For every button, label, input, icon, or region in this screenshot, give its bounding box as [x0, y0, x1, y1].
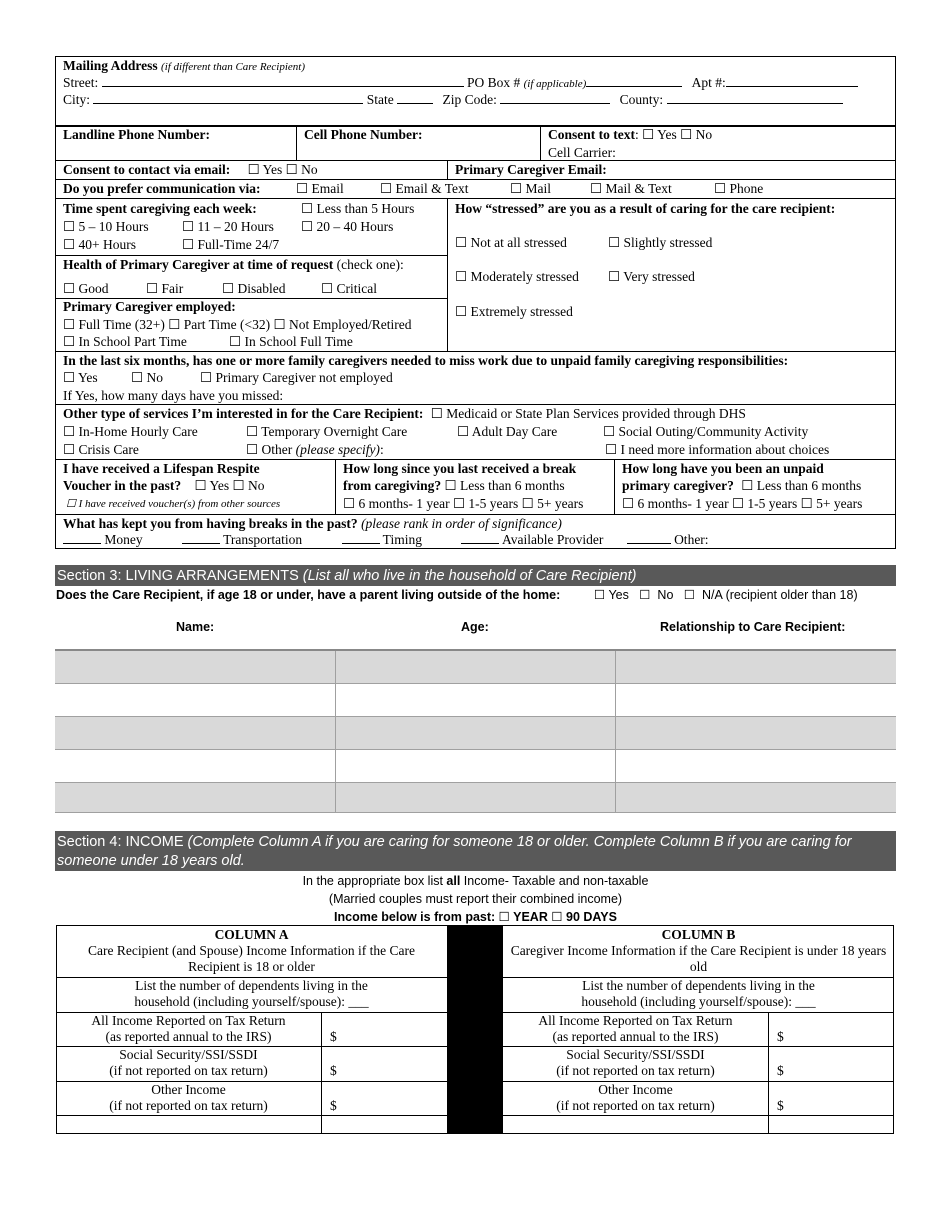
colB-ss-line2: (if not reported on tax return)	[556, 1063, 715, 1078]
colB-other-line2: (if not reported on tax return)	[556, 1098, 715, 1113]
colB-dependents[interactable]: List the number of dependents living in the household (including yourself/spouse): ___	[581, 978, 816, 1009]
section3-title-note: (List all who live in the household of Care Recipient)	[302, 568, 637, 584]
household-row[interactable]	[55, 783, 896, 813]
colB-header	[503, 927, 894, 975]
voucher-label-1: I have received a Lifespan Respite	[63, 461, 260, 476]
pobox-note: (if applicable)	[523, 78, 587, 90]
stress-opt-none[interactable]: ☐ Not at all stressed	[455, 235, 567, 250]
colA-header	[56, 927, 447, 975]
break-since-label-1: How long since you last received a break	[343, 461, 577, 476]
colA-desc: Care Recipient (and Spouse) Income Information if the Care Recipient is 18 or older	[88, 943, 415, 974]
rank-money-field[interactable]	[63, 532, 101, 544]
voucher-line-2	[55, 477, 265, 495]
colA-dependents[interactable]: List the number of dependents living in the household (including yourself/spouse): ___	[134, 978, 369, 1009]
stress-opt-very[interactable]: ☐ Very stressed	[608, 269, 695, 284]
services-more-info[interactable]: ☐ I need more information about choices	[605, 442, 830, 457]
comm-mail[interactable]: ☐ Mail	[510, 181, 551, 196]
comm-email-text[interactable]: ☐ Email & Text	[380, 181, 469, 196]
col-age-header: Age:	[461, 620, 489, 634]
health-note: (check one):	[333, 257, 404, 272]
time-opt-40plus[interactable]: ☐ 40+ Hours	[63, 237, 136, 252]
rank-provider: Available Provider	[501, 532, 604, 547]
time-opt-11-20[interactable]: ☐ 11 – 20 Hours	[182, 219, 274, 234]
section4-title: Section 4: INCOME	[57, 834, 188, 850]
services-other-colon: :	[379, 442, 384, 457]
instr-line-3[interactable]: Income below is from past: ☐ YEAR ☐ 90 DAYS	[334, 910, 617, 924]
colB-tax-line2: (as reported annual to the IRS)	[552, 1029, 719, 1044]
services-crisis[interactable]: ☐ Crisis Care	[63, 442, 139, 457]
col-relationship-header: Relationship to Care Recipient:	[660, 620, 846, 634]
colB-ss-dollar[interactable]: $	[777, 1063, 784, 1078]
city-line	[55, 91, 843, 109]
time-opt-5-10[interactable]: ☐ 5 – 10 Hours	[63, 219, 149, 234]
rank-transport: Transportation	[223, 532, 303, 547]
breaks-kept-label: What has kept you from having breaks in the past?	[63, 516, 358, 531]
apt-label: Apt #:	[691, 75, 726, 90]
rank-transport-field[interactable]	[182, 532, 220, 544]
city-label: City:	[63, 92, 91, 107]
services-other-note: (please specify)	[295, 442, 380, 457]
instr-line-2: (Married couples must report their combined income)	[328, 892, 623, 906]
colA-income-other	[56, 1082, 321, 1114]
colA-tax-dollar[interactable]: $	[330, 1029, 337, 1044]
services-inhome[interactable]: ☐ In-Home Hourly Care	[63, 424, 198, 439]
services-overnight[interactable]: ☐ Temporary Overnight Care	[246, 424, 408, 439]
income-divider-black	[447, 925, 503, 1134]
consent-text-line	[540, 126, 712, 144]
colA-other-line2: (if not reported on tax return)	[109, 1098, 268, 1113]
colB-income-other	[503, 1082, 768, 1114]
missed-days-label: If Yes, how many days have you missed:	[63, 388, 284, 403]
street-label: Street:	[63, 75, 99, 90]
colA-ss-line1: Social Security/SSI/SSDI	[119, 1047, 258, 1062]
colA-tax-line2: (as reported annual to the IRS)	[105, 1029, 272, 1044]
comm-phone[interactable]: ☐ Phone	[714, 181, 764, 196]
state-field[interactable]	[397, 92, 433, 104]
colA-other-line1: Other Income	[151, 1082, 226, 1097]
colA-income-tax	[56, 1013, 321, 1045]
parent-question: Does the Care Recipient, if age 18 or under, have a parent living outside of the home:	[56, 588, 561, 602]
rank-other-field[interactable]	[627, 532, 671, 544]
rank-other: Other:	[674, 532, 709, 547]
colB-tax-line1: All Income Reported on Tax Return	[538, 1013, 733, 1028]
household-grid	[55, 649, 896, 813]
mailing-title: Mailing Address	[63, 58, 158, 73]
voucher-label-2: Voucher in the past?	[63, 478, 182, 493]
unpaid-options[interactable]: ☐ 6 months- 1 year ☐ 1-5 years ☐ 5+ years	[622, 496, 863, 511]
colA-tax-line1: All Income Reported on Tax Return	[91, 1013, 286, 1028]
state-label: State	[366, 92, 394, 107]
rank-timing-field[interactable]	[342, 532, 380, 544]
consent-email-line	[55, 161, 318, 179]
colB-income-tax	[503, 1013, 768, 1045]
health-good[interactable]: ☐ Good	[63, 281, 109, 296]
employed-label: Primary Caregiver employed:	[63, 299, 236, 314]
instr-1b: all	[446, 874, 461, 888]
break-since-less6[interactable]: ☐ Less than 6 months	[444, 478, 565, 493]
landline-label: Landline Phone Number:	[63, 127, 211, 142]
break-since-label-2: from caregiving?	[343, 478, 442, 493]
consent-text-label: Consent to text	[548, 127, 635, 142]
services-label: Other type of services I’m interested in for the Care Recipient:	[63, 406, 424, 421]
col-name-header: Name:	[176, 620, 215, 634]
unpaid-line-2	[614, 477, 861, 495]
section4-header	[55, 831, 896, 871]
colA-other-dollar[interactable]: $	[330, 1098, 337, 1113]
household-row[interactable]	[55, 684, 896, 717]
colA-ss-dollar[interactable]: $	[330, 1063, 337, 1078]
zip-field[interactable]	[500, 92, 610, 104]
health-line	[55, 256, 404, 274]
missed-work-not-employed[interactable]: ☐ Primary Caregiver not employed	[200, 370, 393, 385]
county-label: County:	[619, 92, 664, 107]
colB-ss-line1: Social Security/SSI/SSDI	[566, 1047, 705, 1062]
colA-ss-line2: (if not reported on tax return)	[109, 1063, 268, 1078]
comm-mail-text[interactable]: ☐ Mail & Text	[590, 181, 672, 196]
missed-work-question: In the last six months, has one or more family caregivers needed to miss work due to unpaid family caregiving responsibilities:	[63, 353, 789, 368]
time-spent-label: Time spent caregiving each week:	[63, 201, 257, 216]
instr-1c: Income- Taxable and non-taxable	[460, 874, 649, 888]
time-opt-less5[interactable]: ☐ Less than 5 Hours	[301, 201, 415, 216]
rank-money: Money	[104, 532, 143, 547]
time-opt-fulltime[interactable]: ☐ Full-Time 24/7	[182, 237, 280, 252]
services-other-line	[238, 441, 384, 459]
zip-label: Zip Code:	[442, 92, 497, 107]
unpaid-label-1: How long have you been an unpaid	[622, 461, 824, 476]
colB-other-dollar[interactable]: $	[777, 1098, 784, 1113]
time-opt-20-40[interactable]: ☐ 20 – 40 Hours	[301, 219, 394, 234]
colB-title: COLUMN B	[661, 927, 736, 942]
colB-other-line1: Other Income	[598, 1082, 673, 1097]
rank-timing: Timing	[382, 532, 422, 547]
parent-options[interactable]: ☐ Yes ☐ No ☐ N/A (recipient older than 18)	[594, 588, 858, 602]
section4-title-note: (Complete Column A if you are caring for someone 18 or older. Complete Column B if you are caring for someone under 18 years old.	[57, 834, 852, 869]
consent-text-options[interactable]: : ☐ Yes ☐ No	[635, 127, 713, 142]
voucher-other-sources[interactable]: ☐ I have received voucher(s) from other sources	[66, 498, 281, 510]
breaks-kept-items	[57, 531, 709, 549]
income-instructions	[55, 872, 896, 926]
services-other[interactable]: ☐ Other	[246, 442, 293, 457]
apt-field[interactable]	[726, 75, 858, 87]
section3-header	[55, 565, 896, 586]
break-since-line-2	[335, 477, 565, 495]
health-disabled[interactable]: ☐ Disabled	[222, 281, 286, 296]
stress-opt-moderate[interactable]: ☐ Moderately stressed	[455, 269, 579, 284]
primary-email-label: Primary Caregiver Email:	[455, 162, 607, 177]
missed-work-no[interactable]: ☐ No	[131, 370, 163, 385]
colB-desc: Caregiver Income Information if the Care Recipient is under 18 years old	[510, 943, 887, 974]
colB-tax-dollar[interactable]: $	[777, 1029, 784, 1044]
consent-email-label: Consent to contact via email:	[63, 162, 231, 177]
consent-email-options[interactable]: ☐ Yes ☐ No	[247, 162, 318, 177]
household-row[interactable]	[55, 717, 896, 750]
health-fair[interactable]: ☐ Fair	[146, 281, 184, 296]
break-since-options[interactable]: ☐ 6 months- 1 year ☐ 1-5 years ☐ 5+ years	[343, 496, 584, 511]
voucher-options[interactable]: ☐ Yes ☐ No	[194, 478, 265, 493]
services-line	[55, 405, 746, 423]
household-row[interactable]	[55, 651, 896, 684]
instr-line-1	[55, 872, 896, 890]
stress-label: How “stressed” are you as a result of caring for the care recipient:	[455, 201, 836, 216]
city-field[interactable]	[93, 92, 363, 104]
health-critical[interactable]: ☐ Critical	[321, 281, 377, 296]
colB-income-ss	[503, 1047, 768, 1079]
section3-title: Section 3: LIVING ARRANGEMENTS	[57, 568, 303, 584]
colA-income-ss	[56, 1047, 321, 1079]
employed-options-line1[interactable]: ☐ Full Time (32+) ☐ Part Time (<32) ☐ Not Employed/Retired	[63, 317, 412, 332]
unpaid-less6[interactable]: ☐ Less than 6 months	[741, 478, 862, 493]
pobox-field[interactable]	[586, 75, 682, 87]
cell-phone-label: Cell Phone Number:	[304, 127, 423, 142]
pobox-label: PO Box #	[467, 75, 521, 90]
stress-opt-extreme[interactable]: ☐ Extremely stressed	[455, 304, 573, 319]
rank-provider-field[interactable]	[461, 532, 499, 544]
services-adult-day[interactable]: ☐ Adult Day Care	[457, 424, 558, 439]
colA-title: COLUMN A	[214, 927, 289, 942]
household-row[interactable]	[55, 750, 896, 783]
missed-work-yes[interactable]: ☐ Yes	[63, 370, 98, 385]
comm-email[interactable]: ☐ Email	[296, 181, 344, 196]
county-field[interactable]	[667, 92, 843, 104]
instr-1a: In the appropriate box list	[302, 874, 447, 888]
unpaid-label-2: primary caregiver?	[622, 478, 734, 493]
employed-school-full[interactable]: ☐ In School Full Time	[229, 334, 353, 349]
employed-school-part[interactable]: ☐ In School Part Time	[63, 334, 187, 349]
cell-carrier-label: Cell Carrier:	[548, 145, 616, 160]
breaks-kept-note: (please rank in order of significance)	[357, 516, 562, 531]
health-label: Health of Primary Caregiver at time of request	[63, 257, 334, 272]
services-medicaid[interactable]: ☐ Medicaid or State Plan Services provided through DHS	[430, 406, 746, 421]
services-social[interactable]: ☐ Social Outing/Community Activity	[603, 424, 809, 439]
street-field[interactable]	[102, 75, 464, 87]
stress-opt-slight[interactable]: ☐ Slightly stressed	[608, 235, 713, 250]
mailing-title-note: (if different than Care Recipient)	[161, 61, 306, 73]
communication-label: Do you prefer communication via:	[63, 181, 261, 196]
